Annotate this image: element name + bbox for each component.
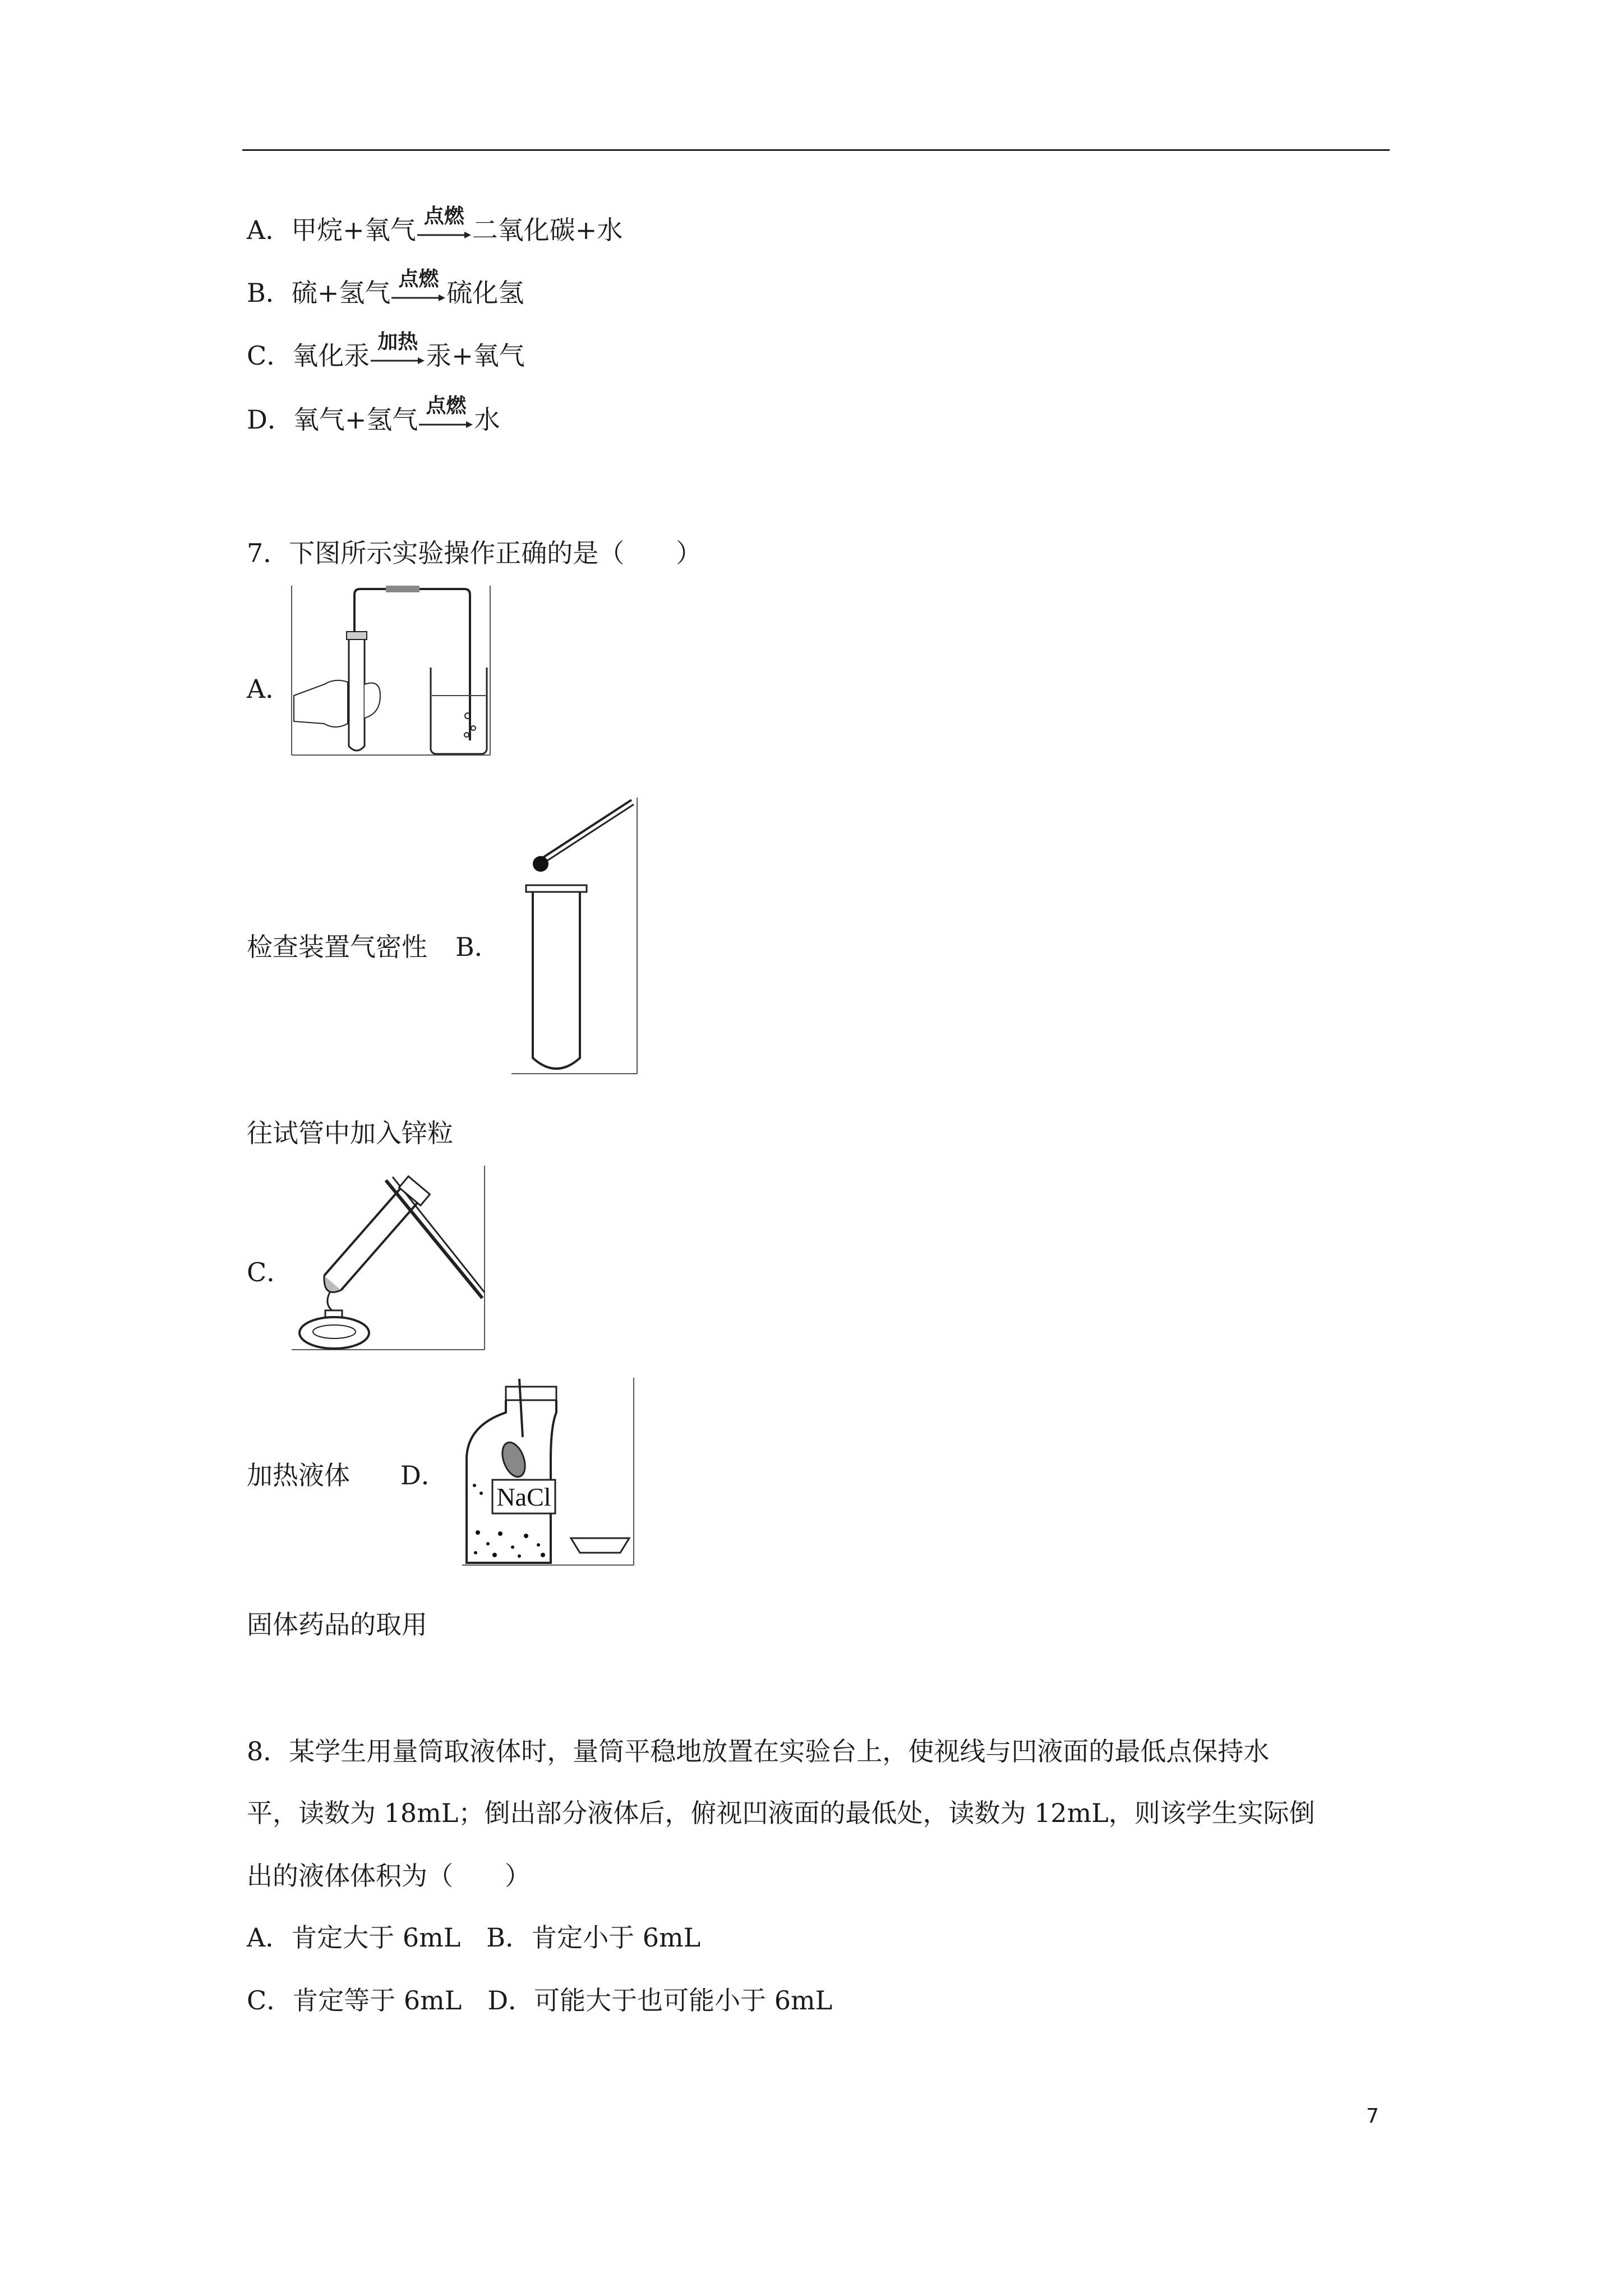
- q7-option-c-label: C．: [247, 1257, 293, 1287]
- option-b-equation: B．硫+氢气 点燃 硫化氢: [247, 277, 524, 311]
- q7-option-c-caption-and-d-label: 加热液体 D．: [247, 1460, 447, 1490]
- reaction-arrow-icon: 点燃: [417, 217, 471, 248]
- header-rule: [242, 149, 1390, 151]
- q7-option-a-label: A．: [247, 674, 292, 704]
- q7-option-a-caption-and-b-label: 检查装置气密性 B．: [247, 932, 500, 962]
- question-7-stem: 7．下图所示实验操作正确的是（ ）: [247, 538, 702, 568]
- reaction-arrow-icon: 加热: [371, 342, 425, 374]
- question-8-options-row-1: A．肯定大于 6mL B．肯定小于 6mL: [247, 1922, 701, 1953]
- question-8-line-2: 平，读数为 18mL；倒出部分液体后，俯视凹液面的最低处，读数为 12mL，则该学生实际倒: [247, 1798, 1315, 1828]
- reaction-arrow-icon: 点燃: [391, 279, 445, 311]
- option-c-equation: C．氧化汞 加热 汞+氧气: [247, 340, 525, 374]
- heating-liquid-figure: [291, 1163, 487, 1352]
- q7-option-d-caption: 固体药品的取用: [247, 1609, 427, 1640]
- option-d-equation: D．氧气+氢气 点燃 水: [247, 404, 500, 438]
- reaction-arrow-icon: 点燃: [419, 406, 473, 438]
- question-8-options-row-2: C．肯定等于 6mL D．可能大于也可能小于 6mL: [247, 1985, 833, 2016]
- add-zinc-granule-figure: [510, 795, 639, 1076]
- question-8-line-3: 出的液体体积为（ ）: [247, 1861, 531, 1891]
- page-number: 7: [1366, 2105, 1379, 2128]
- q7-option-b-caption: 往试管中加入锌粒: [247, 1118, 453, 1148]
- option-a-equation: A．甲烷+氧气 点燃 二氧化碳+水: [247, 214, 623, 248]
- nacl-label-text: NaCl: [496, 1483, 551, 1511]
- question-8-line-1: 8．某学生用量筒取液体时，量筒平稳地放置在实验台上，使视线与凹液面的最低点保持水: [247, 1736, 1270, 1766]
- solid-reagent-figure: [461, 1375, 636, 1567]
- airtightness-check-figure: [291, 583, 492, 757]
